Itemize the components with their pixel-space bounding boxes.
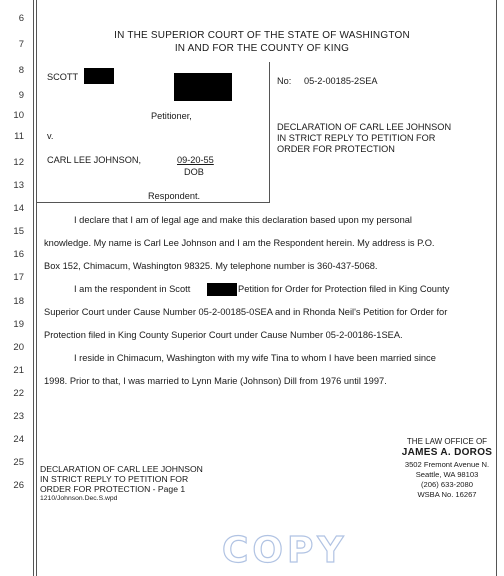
court-heading-line-2: IN AND FOR THE COUNTY OF KING bbox=[174, 43, 350, 54]
left-margin-rule bbox=[33, 0, 34, 576]
caption-bottom-rule bbox=[36, 202, 270, 203]
court-heading-line-1: IN THE SUPERIOR COURT OF THE STATE OF WASHINGTON bbox=[114, 30, 410, 41]
paragraph-3-line-2: 1998. Prior to that, I was married to Lynn Marie (Johnson) Dill from 1976 until 1997. bbox=[44, 376, 387, 386]
law-office-label: THE LAW OFFICE OF bbox=[406, 437, 488, 446]
redaction-bar bbox=[174, 73, 232, 101]
line-number: 17 bbox=[13, 272, 24, 283]
line-number: 7 bbox=[18, 39, 24, 50]
case-number: 05-2-00185-2SEA bbox=[304, 76, 378, 86]
document-title-line-2: IN STRICT REPLY TO PETITION FOR bbox=[277, 133, 436, 143]
line-number: 26 bbox=[13, 480, 24, 491]
paragraph-1-line-3: Box 152, Chimacum, Washington 98325. My telephone number is 360-437-5068. bbox=[44, 261, 378, 271]
line-number: 15 bbox=[13, 226, 24, 237]
document-title-line-3: ORDER FOR PROTECTION bbox=[277, 144, 395, 154]
paragraph-1-line-2: knowledge. My name is Carl Lee Johnson and I am the Respondent herein. My address is P.O. bbox=[44, 238, 435, 248]
line-number: 6 bbox=[18, 13, 24, 24]
versus-label: v. bbox=[47, 131, 54, 141]
paragraph-2-line-1a: I am the respondent in Scott bbox=[74, 284, 191, 294]
paragraph-2-line-1b: Petition for Order for Protection filed in King County bbox=[238, 284, 450, 294]
footer-title-line-3: ORDER FOR PROTECTION - Page 1 bbox=[40, 484, 186, 494]
document-title-line-1: DECLARATION OF CARL LEE JOHNSON bbox=[277, 122, 452, 132]
line-number: 12 bbox=[13, 157, 24, 168]
line-number: 24 bbox=[13, 434, 24, 445]
line-number: 16 bbox=[13, 249, 24, 260]
left-margin-rule-inner bbox=[36, 0, 37, 576]
line-number: 13 bbox=[13, 180, 24, 191]
line-number: 10 bbox=[13, 110, 24, 121]
line-number: 20 bbox=[13, 342, 24, 353]
law-office-name: JAMES A. DOROS bbox=[401, 447, 493, 458]
caption-divider bbox=[269, 62, 270, 202]
footer-title-line-2: IN STRICT REPLY TO PETITION FOR bbox=[40, 474, 189, 484]
petitioner-name: SCOTT bbox=[47, 72, 79, 82]
law-office-address-1: 3502 Fremont Avenue N. bbox=[404, 460, 490, 469]
law-office-address-2: Seattle, WA 98103 bbox=[415, 470, 479, 479]
copy-stamp: COPY bbox=[222, 530, 348, 571]
case-number-label: No: bbox=[277, 76, 292, 86]
paragraph-3-line-1: I reside in Chimacum, Washington with my wife Tina to whom I have been married since bbox=[74, 353, 436, 363]
redaction-bar bbox=[207, 283, 237, 296]
line-number: 21 bbox=[13, 365, 24, 376]
footer-file-name: 1210/Johnson.Dec.S.wpd bbox=[40, 495, 118, 502]
line-number: 14 bbox=[13, 203, 24, 214]
law-office-wsba: WSBA No. 16267 bbox=[417, 490, 477, 499]
paragraph-2-line-3: Protection filed in King County Superior Court under Cause Number 05-2-00186-1SEA. bbox=[44, 330, 403, 340]
respondent-name: CARL LEE JOHNSON, bbox=[47, 155, 142, 165]
line-number: 23 bbox=[13, 411, 24, 422]
dob-value: 09-20-55 bbox=[177, 155, 214, 165]
petitioner-label: Petitioner, bbox=[151, 111, 192, 121]
line-number: 19 bbox=[13, 319, 24, 330]
dob-label: DOB bbox=[184, 167, 204, 177]
line-number: 22 bbox=[13, 388, 24, 399]
law-office-phone: (206) 633-2080 bbox=[421, 480, 473, 489]
line-number: 8 bbox=[18, 65, 24, 76]
line-number: 9 bbox=[18, 90, 24, 101]
line-number: 18 bbox=[13, 296, 24, 307]
redaction-bar bbox=[84, 68, 114, 84]
line-number: 25 bbox=[13, 457, 24, 468]
footer-title-line-1: DECLARATION OF CARL LEE JOHNSON bbox=[40, 464, 203, 474]
paragraph-1-line-1: I declare that I am of legal age and make this declaration based upon my personal bbox=[74, 215, 412, 225]
respondent-label: Respondent. bbox=[148, 191, 201, 201]
paragraph-2-line-2: Superior Court under Cause Number 05-2-00185-0SEA and in Rhonda Neil's Petition for Order for bbox=[44, 307, 448, 317]
line-number: 11 bbox=[14, 131, 24, 142]
